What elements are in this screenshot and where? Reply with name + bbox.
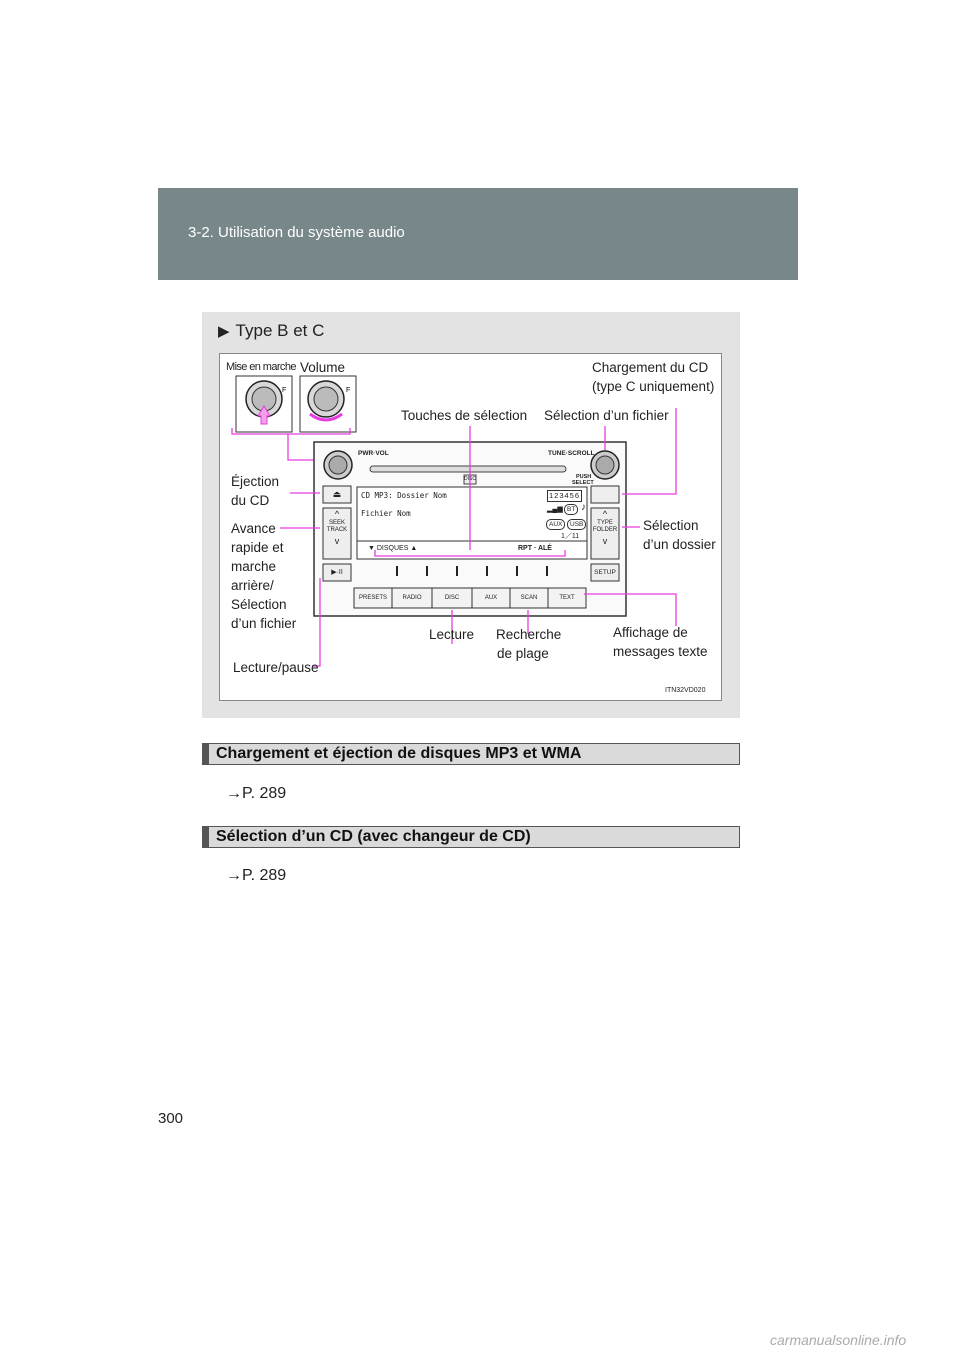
breadcrumb: 3-2. Utilisation du système audio (188, 224, 405, 241)
signal-icon: ▂▄▆ (547, 506, 563, 513)
rpt-ale-indicator: RPT · ALÉ (518, 545, 552, 552)
presets-button[interactable]: PRESETS (358, 595, 387, 601)
play-pause-label: Lecture/pause (233, 660, 319, 675)
seek-label-3: marche (231, 559, 277, 574)
radio-button[interactable]: RADIO (402, 595, 422, 601)
music-note-icon: ♪ (581, 502, 586, 513)
figure-code: ITN32VD020 (665, 687, 706, 694)
seek-label-5: Sélection (231, 597, 287, 612)
scan-label-1: Recherche (496, 627, 562, 642)
seek-label-2: rapide et (231, 540, 284, 555)
disques-indicator: ▼ DISQUES ▲ (368, 545, 418, 552)
play-pause-button[interactable]: ▶·II (331, 569, 343, 576)
watermark: carmanualsonline.info (770, 1332, 907, 1348)
power-label: Mise en marche (226, 361, 296, 373)
page-reference: →P. 289 (226, 785, 287, 802)
triangle-icon: ▶ (218, 323, 230, 340)
seek-label-1: Avance (231, 521, 276, 536)
folder-label-1: Sélection (643, 518, 699, 533)
volume-label: Volume (300, 360, 346, 375)
chevron-down-icon: v (602, 536, 608, 546)
select-label: SELECT (572, 480, 594, 486)
volume-knob-inset (300, 376, 356, 432)
track-counter: 1／11 (561, 533, 580, 540)
cd-load-label-2: (type C uniquement) (592, 379, 715, 394)
section-bar (203, 744, 209, 764)
power-knob-inset (236, 376, 292, 432)
radio-figure (219, 353, 722, 701)
preset-digits: 123456 (549, 491, 581, 500)
seek-label-6: d’un fichier (231, 616, 297, 631)
tune-scroll-label: TUNE·SCROLL (548, 450, 595, 457)
svg-text:F: F (282, 387, 287, 394)
chevron-up-icon: ^ (602, 509, 608, 519)
usb-tag: USB (567, 519, 586, 530)
text-button[interactable]: TEXT (559, 595, 575, 601)
eject-button[interactable]: ⏏ (332, 489, 342, 499)
aux-button[interactable]: AUX (484, 595, 498, 601)
chevron-down-icon: v (334, 536, 340, 546)
scan-label-2: de plage (497, 646, 549, 661)
display-line-2: Fichier Nom (361, 509, 411, 518)
eject-label-1: Éjection (231, 474, 280, 489)
eject-label-2: du CD (231, 493, 270, 508)
chapter-header (158, 188, 798, 280)
display-line-1: CD MP3: Dossier Nom (361, 491, 447, 500)
section-heading: Sélection d’un CD (avec changeur de CD) (202, 826, 740, 848)
disc-logo: DISC (464, 476, 476, 482)
svg-text:F: F (346, 387, 351, 394)
text-label-2: messages texte (613, 644, 708, 659)
scan-button[interactable]: SCAN (520, 595, 538, 601)
seek-label-4: arrière/ (231, 578, 274, 593)
page-number: 300 (158, 1110, 184, 1127)
select-keys-label: Touches de sélection (401, 408, 528, 423)
section-bar (203, 827, 209, 847)
folder-label-2: d’un dossier (643, 537, 716, 552)
chevron-up-icon: ^ (334, 509, 340, 519)
play-label: Lecture (429, 627, 475, 642)
type-label: ▶ Type B et C (218, 321, 325, 340)
setup-button[interactable]: SETUP (594, 569, 616, 576)
page-reference: →P. 289 (226, 867, 287, 884)
file-select-label: Sélection d’un fichier (544, 408, 669, 423)
bt-tag: BT (564, 504, 578, 515)
aux-tag: AUX (546, 519, 565, 530)
disc-button[interactable]: DISC (444, 595, 460, 601)
seek-track-button[interactable]: ^ SEEK TRACK v (323, 508, 351, 548)
section-heading: Chargement et éjection de disques MP3 et WMA (202, 743, 740, 765)
type-folder-button[interactable]: ^ TYPE FOLDER v (592, 509, 618, 546)
text-label-1: Affichage de (613, 625, 688, 640)
pwr-vol-label: PWR·VOL (358, 450, 389, 457)
cd-load-label-1: Chargement du CD (592, 360, 709, 375)
push-label: PUSH (576, 474, 592, 480)
